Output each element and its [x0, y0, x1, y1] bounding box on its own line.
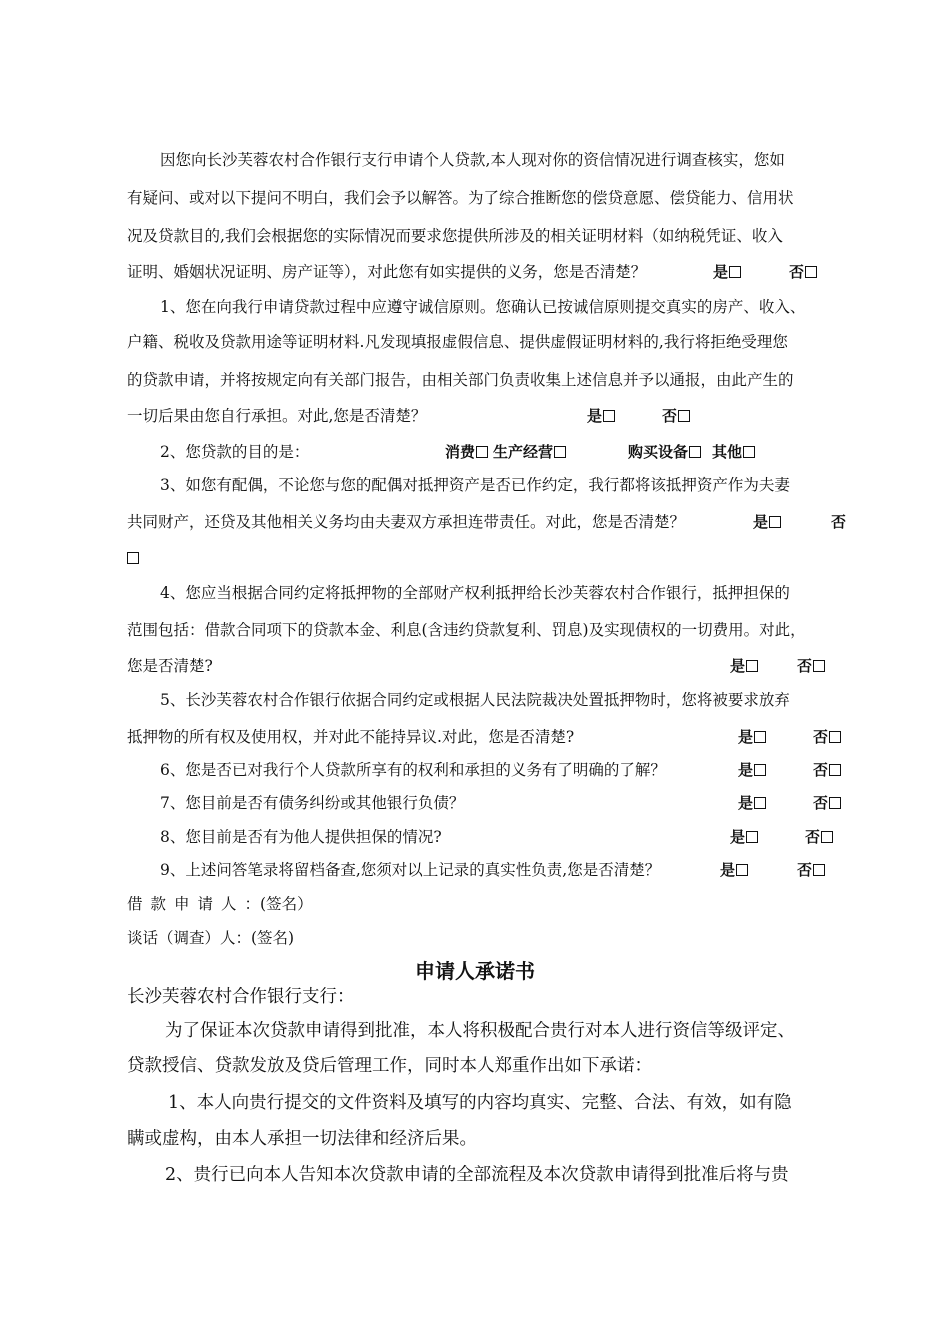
yes-label: 是	[730, 657, 746, 675]
interviewer-signature: 谈话（调查）人：(签名)	[127, 929, 295, 947]
q6-line: 6、您是否已对我行个人贷款所享有的权利和承担的义务有了明确的了解？	[160, 761, 666, 779]
q7-yes-option	[738, 793, 766, 813]
applicant-signature	[127, 894, 313, 914]
q6-yes-checkbox[interactable]	[754, 764, 766, 776]
intro-line-4: 证明、婚姻状况证明、房产证等），对此您有如实提供的义务，您是否清楚？	[127, 263, 647, 281]
q2-option-label: 其他	[712, 443, 743, 461]
q4-line-1: 4、您应当根据合同约定将抵押物的全部财产权利抵押给长沙芙蓉农村合作银行，抵押担保的	[160, 584, 790, 602]
q4-no-option	[797, 656, 825, 676]
q2-option-label: 消费	[445, 443, 476, 461]
q2-option-label: 购买设备	[628, 443, 689, 461]
q5-no-checkbox[interactable]	[829, 731, 841, 743]
commitment-para-line-2: 贷款授信、贷款发放及贷后管理工作，同时本人郑重作出如下承诺：	[127, 1056, 652, 1076]
q9-no-checkbox[interactable]	[813, 864, 825, 876]
q7-line: 7、您目前是否有债务纠纷或其他银行负债？	[160, 794, 465, 812]
q2-production-option	[493, 442, 566, 462]
q1-line-2: 户籍、税收及贷款用途等证明材料.凡发现填报虚假信息、提供虚假证明材料的,我行将拒绝受理您	[127, 333, 788, 351]
q8-yes-option	[730, 827, 758, 847]
no-label: 否	[813, 761, 829, 779]
q6-no-checkbox[interactable]	[829, 764, 841, 776]
yes-label: 是	[738, 728, 754, 746]
q7-no-checkbox[interactable]	[829, 797, 841, 809]
q3-line-1: 3、如您有配偶，不论您与您的配偶对抵押资产是否已作约定，我行都将该抵押资产作为夫妻	[160, 476, 790, 494]
commitment-addressee: 长沙芙蓉农村合作银行支行：	[127, 987, 355, 1007]
q2-line: 2、您贷款的目的是：	[160, 443, 310, 461]
no-label: 否	[805, 828, 821, 846]
q5-yes-checkbox[interactable]	[754, 731, 766, 743]
no-label: 否	[797, 861, 813, 879]
no-label: 否	[662, 407, 678, 425]
q1-no-checkbox[interactable]	[678, 410, 690, 422]
intro-line-2: 有疑问、或对以下提问不明白，我们会予以解答。为了综合推断您的偿贷意愿、偿贷能力、信用状	[127, 189, 794, 207]
no-label: 否	[797, 657, 813, 675]
commitment-item1-line-1: 1、本人向贵行提交的文件资料及填写的内容均真实、完整、合法、有效，如有隐	[168, 1093, 792, 1113]
q8-no-checkbox[interactable]	[821, 831, 833, 843]
no-label: 否	[813, 794, 829, 812]
q5-line-1: 5、长沙芙蓉农村合作银行依据合同约定或根据人民法院裁决处置抵押物时，您将被要求放弃	[160, 691, 790, 709]
q7-yes-checkbox[interactable]	[754, 797, 766, 809]
q3-line-2: 共同财产，还贷及其他相关义务均由夫妻双方承担连带责任。对此，您是否清楚？	[127, 513, 686, 531]
q8-yes-checkbox[interactable]	[746, 831, 758, 843]
q5-yes-option	[738, 727, 766, 747]
q7-no-option	[813, 793, 841, 813]
q6-no-option	[813, 760, 841, 780]
q5-no-option	[813, 727, 841, 747]
q2-other-option	[712, 442, 755, 462]
q2-production-checkbox[interactable]	[554, 446, 566, 458]
q2-other-checkbox[interactable]	[743, 446, 755, 458]
q3-yes-checkbox[interactable]	[769, 516, 781, 528]
q3-yes-option	[753, 512, 781, 532]
q3-no-box	[126, 548, 139, 568]
intro-line-1: 因您向长沙芙蓉农村合作银行支行申请个人贷款,本人现对你的资信情况进行调查核实，您如	[160, 151, 785, 169]
q9-no-option	[797, 860, 825, 880]
yes-label: 是	[713, 263, 729, 281]
no-label: 否	[789, 263, 805, 281]
yes-label: 是	[738, 761, 754, 779]
q4-line-3: 您是否清楚?	[127, 657, 213, 675]
q8-line: 8、您目前是否有为他人提供担保的情况?	[160, 828, 442, 846]
q4-yes-option	[730, 656, 758, 676]
q8-no-option	[805, 827, 833, 847]
q4-no-checkbox[interactable]	[813, 660, 825, 672]
q1-line-4: 一切后果由您自行承担。对此,您是否清楚？	[127, 407, 427, 425]
intro-line-3: 况及贷款目的,我们会根据您的实际情况而要求您提供所涉及的相关证明材料（如纳税凭证、收入	[127, 227, 783, 245]
commitment-item1-line-2: 瞒或虚构，由本人承担一切法律和经济后果。	[127, 1129, 477, 1149]
q2-equipment-option	[628, 442, 701, 462]
commitment-title: 申请人承诺书	[415, 959, 535, 983]
yes-label: 是	[587, 407, 603, 425]
q2-consumption-option	[445, 442, 488, 462]
q2-consumption-checkbox[interactable]	[476, 446, 488, 458]
no-label: 否	[813, 728, 829, 746]
commitment-para-line-1: 为了保证本次贷款申请得到批准，本人将积极配合贵行对本人进行资信等级评定、	[165, 1021, 795, 1041]
applicant-suffix: ：(签名）	[244, 895, 313, 913]
q9-yes-option	[720, 860, 748, 880]
q1-no-option	[662, 406, 690, 426]
intro-no-checkbox[interactable]	[805, 266, 817, 278]
q9-line: 9、上述问答笔录将留档备查,您须对以上记录的真实性负责,您是否清楚？	[160, 861, 661, 879]
q3-no-option	[831, 512, 846, 532]
q5-line-2: 抵押物的所有权及使用权，并对此不能持异议.对此，您是否清楚?	[127, 728, 575, 746]
yes-label: 是	[753, 513, 769, 531]
yes-label: 是	[730, 828, 746, 846]
q1-yes-option	[587, 406, 615, 426]
intro-yes-checkbox[interactable]	[729, 266, 741, 278]
q4-yes-checkbox[interactable]	[746, 660, 758, 672]
q4-line-2: 范围包括：借款合同项下的贷款本金、利息(含违约贷款复利、罚息)及实现债权的一切费用。对此，	[127, 621, 806, 639]
q1-line-1: 1、您在向我行申请贷款过程中应遵守诚信原则。您确认已按诚信原则提交真实的房产、收入、	[160, 298, 806, 316]
q3-no-checkbox[interactable]	[127, 552, 139, 564]
intro-yes-option	[713, 262, 741, 282]
yes-label: 是	[720, 861, 736, 879]
commitment-item2-line-1: 2、贵行已向本人告知本次贷款申请的全部流程及本次贷款申请得到批准后将与贵	[165, 1165, 789, 1185]
q1-line-3: 的贷款申请，并将按规定向有关部门报告，由相关部门负责收集上述信息并予以通报，由此产生的	[127, 371, 794, 389]
applicant-label: 借款申请人	[127, 895, 245, 913]
yes-label: 是	[738, 794, 754, 812]
q2-option-label: 生产经营	[493, 443, 554, 461]
q6-yes-option	[738, 760, 766, 780]
q1-yes-checkbox[interactable]	[603, 410, 615, 422]
q9-yes-checkbox[interactable]	[736, 864, 748, 876]
no-label: 否	[831, 513, 847, 531]
q2-equipment-checkbox[interactable]	[689, 446, 701, 458]
intro-no-option	[789, 262, 817, 282]
